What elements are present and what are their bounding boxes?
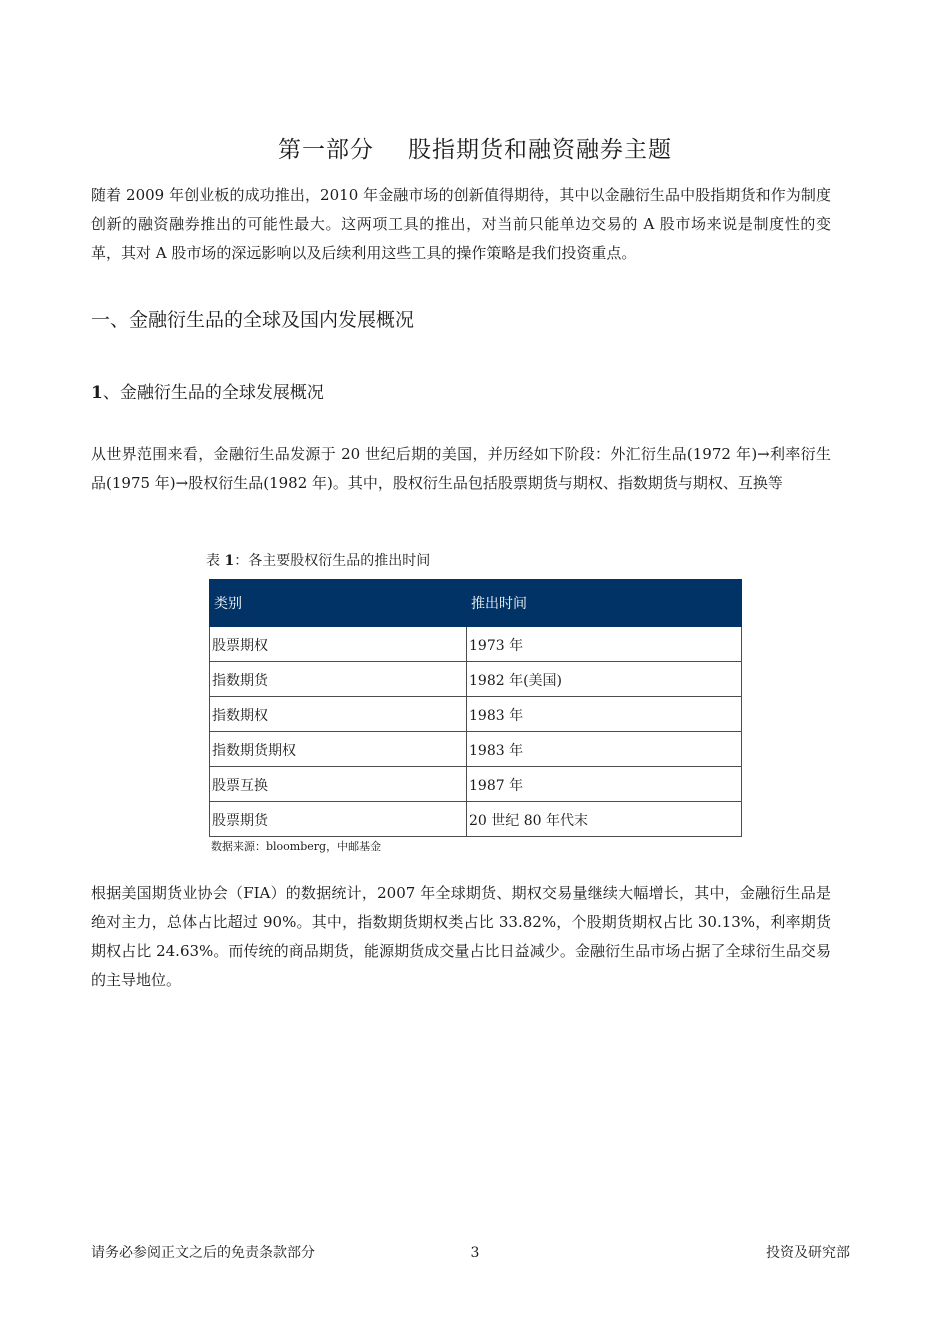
title-topic: 股指期货和融资融券主题 xyxy=(408,137,672,163)
table-source-note: 数据来源：bloomberg，中邮基金 xyxy=(211,840,382,853)
table-cell-category: 股票互换 xyxy=(210,767,467,802)
table-cell-launch-time: 1973 年 xyxy=(467,627,742,662)
header-launch-time: 推出时间 xyxy=(467,580,742,627)
section-heading: 一、金融衍生品的全球及国内发展概况 xyxy=(91,309,415,331)
table-cell-launch-time: 1987 年 xyxy=(467,767,742,802)
table-cell-category: 指数期权 xyxy=(210,697,467,732)
table-cell-category: 股票期权 xyxy=(210,627,467,662)
subsection-title: 、金融衍生品的全球发展概况 xyxy=(102,383,324,403)
table-header-row xyxy=(210,580,742,627)
table-row xyxy=(210,662,742,697)
table-caption-prefix: 表 xyxy=(206,553,225,569)
intro-paragraph: 随着 2009 年创业板的成功推出，2010 年金融市场的创新值得期待，其中以金融衍生品中股指期货和作为制度创新的融资融券推出的可能性最大。这两项工具的推出，对当前只能单边交易的 A 股市场来说是制度性的变革，其对 A 股市场的深远影响以及后续利用这些工具的操作策略是我们投资重点。 xyxy=(91,186,831,262)
footer-disclaimer: 请务必参阅正文之后的免责条款部分 xyxy=(91,1245,315,1261)
table-cell-launch-time: 1983 年 xyxy=(467,697,742,732)
subsection-number: 1 xyxy=(91,383,103,403)
table-cell-launch-time: 1982 年(美国) xyxy=(467,662,742,697)
footer-department: 投资及研究部 xyxy=(766,1245,850,1261)
global-development-paragraph: 从世界范围来看，金融衍生品发源于 20 世纪后期的美国，并历经如下阶段：外汇衍生品(1972 年)→利率衍生品(1975 年)→股权衍生品(1982 年)。其中，股权衍生品包括股票期货与期权、指数期货与期权、互换等 xyxy=(91,445,831,492)
table-cell-category: 指数期货 xyxy=(210,662,467,697)
table-cell-launch-time: 1983 年 xyxy=(467,732,742,767)
title-part: 第一部分 xyxy=(278,137,374,163)
table-row xyxy=(210,732,742,767)
fia-statistics-paragraph: 根据美国期货业协会（FIA）的数据统计，2007 年全球期货、期权交易量继续大幅增长，其中，金融衍生品是绝对主力，总体占比超过 90%。其中，指数期货期权类占比 33.82%，个股期货期权占比 30.13%，利率期货期权占比 24.63%。而传统的商品期货，能源期货成交量占比日益减少。金融衍生品市场占据了全球衍生品交易的主导地位。 xyxy=(91,884,831,989)
subsection-heading xyxy=(91,378,324,408)
table-caption-number: 1 xyxy=(224,553,235,569)
table-cell-category: 股票期货 xyxy=(210,802,467,837)
header-category: 类别 xyxy=(210,580,467,627)
table-row xyxy=(210,802,742,837)
table-caption xyxy=(206,550,430,572)
footer-page-number: 3 xyxy=(470,1245,480,1261)
table-caption-text: ：各主要股权衍生品的推出时间 xyxy=(234,553,431,569)
table-row xyxy=(210,627,742,662)
table-cell-category: 指数期货期权 xyxy=(210,732,467,767)
table-row xyxy=(210,767,742,802)
table-cell-launch-time: 20 世纪 80 年代末 xyxy=(467,802,742,837)
derivatives-launch-table xyxy=(209,579,742,837)
table-row xyxy=(210,697,742,732)
page-title xyxy=(0,133,950,167)
